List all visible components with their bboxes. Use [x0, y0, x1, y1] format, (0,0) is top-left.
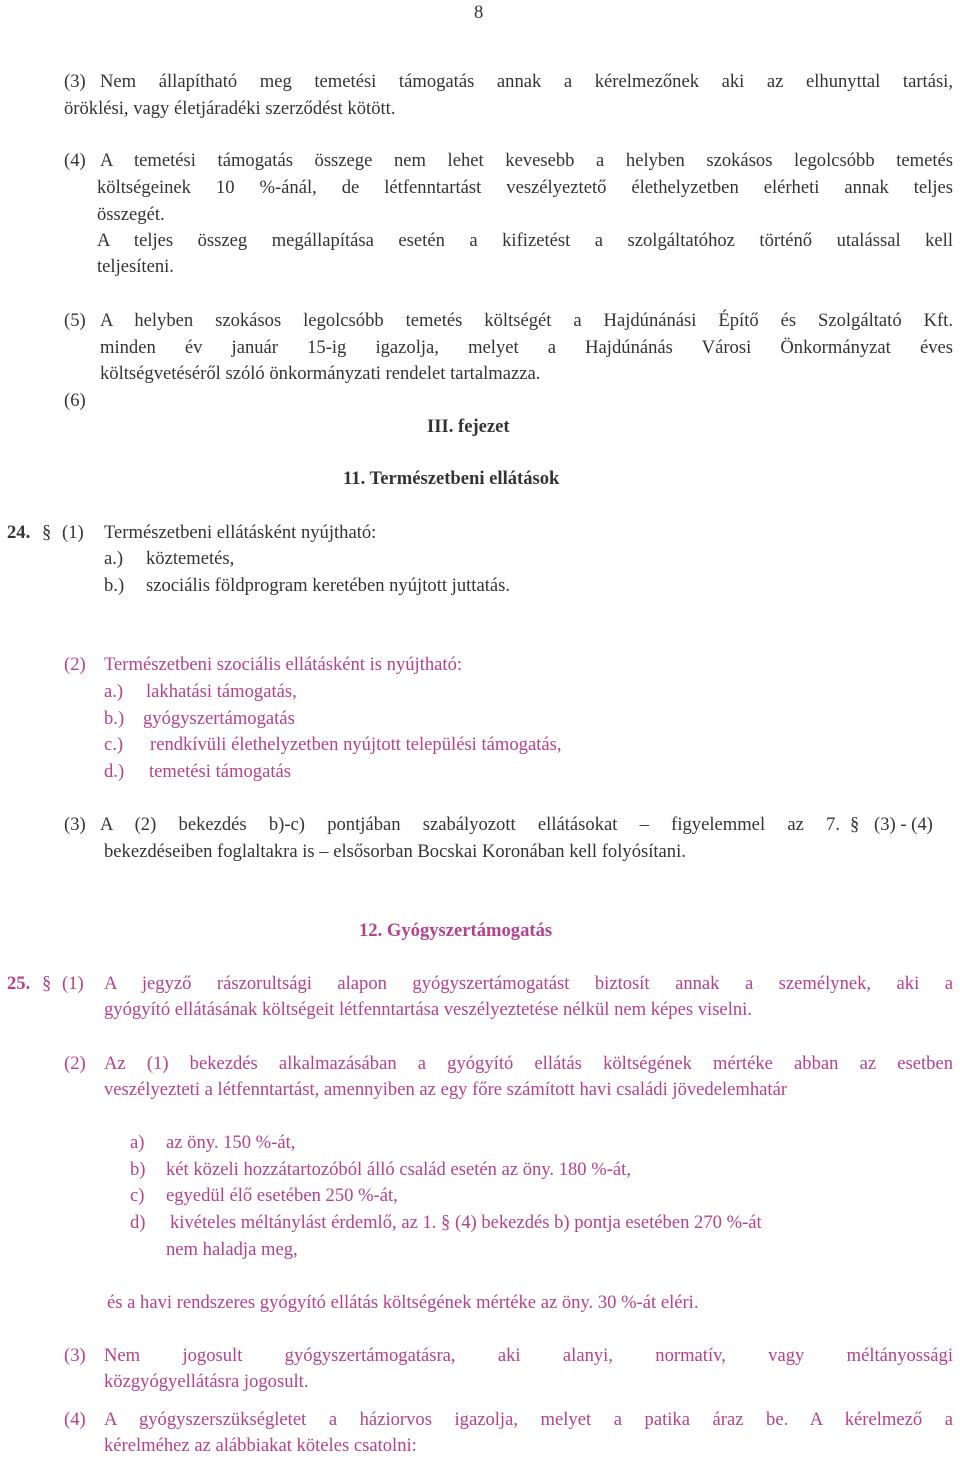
list-item: egyedül élő esetében 250 %-át,	[166, 1185, 398, 1206]
list-item-continuation: nem haladja meg,	[166, 1239, 298, 1260]
paragraph-line: teljesíteni.	[97, 256, 174, 277]
paragraph-number: (4)	[64, 1409, 86, 1430]
paragraph-line: összegét.	[97, 204, 165, 225]
paragraph-number: (1)	[62, 973, 84, 994]
section-heading: 11. Természetbeni ellátások	[343, 468, 560, 489]
paragraph-line: költségvetéséről szóló önkormányzati rendelet tartalmazza.	[100, 363, 541, 384]
paragraph-line: Az (1) bekezdés alkalmazásában a gyógyító ellátás költségének mértéke abban az esetben	[104, 1053, 953, 1074]
list-item: temetési támogatás	[149, 761, 291, 782]
list-marker: c.)	[104, 734, 124, 755]
section-sign: §	[42, 973, 52, 994]
paragraph-line: A teljes összeg megállapítása esetén a kifizetést a szolgáltatóhoz történő utalással kell	[97, 230, 953, 251]
list-marker: a)	[130, 1132, 145, 1153]
list-item: az öny. 150 %-át,	[166, 1132, 296, 1153]
list-marker: b.)	[104, 575, 125, 596]
page-number: 8	[474, 2, 484, 23]
article-label: 25.	[7, 973, 31, 994]
paragraph-line: bekezdéseiben foglaltakra is – elsősorban Bocskai Koronában kell folyósítani.	[104, 841, 686, 862]
list-marker: c)	[130, 1185, 145, 1206]
paragraph-line: Természetbeni szociális ellátásként is nyújtható:	[104, 654, 463, 675]
list-item: gyógyszertámogatás	[143, 708, 295, 729]
paragraph-line: költségeinek 10 %-ánál, de létfenntartást veszélyeztető élethelyzetben elérheti annak teljes	[97, 177, 953, 198]
article-label: 24.	[7, 522, 31, 543]
section-sign: §	[850, 814, 860, 835]
list-item: szociális földprogram keretében nyújtott juttatás.	[146, 575, 511, 596]
chapter-heading: III. fejezet	[427, 416, 510, 437]
list-marker: d)	[130, 1212, 146, 1233]
paragraph-line: gyógyító ellátásának költségeit létfenntartása veszélyeztetése nélkül nem képes viselni.	[104, 999, 752, 1020]
list-item: köztemetés,	[146, 548, 235, 569]
paragraph-line: Nem állapítható meg temetési támogatás annak a kérelmezőnek aki az elhunyttal tartási,	[100, 71, 953, 92]
list-item: két közeli hozzátartozóból álló család esetén az öny. 180 %-át,	[166, 1159, 631, 1180]
list-item: kivételes méltánylást érdemlő, az 1. § (4) bekezdés b) pontja esetében 270 %-át	[170, 1212, 762, 1233]
paragraph-number: (6)	[64, 390, 86, 411]
paragraph-line: A helyben szokásos legolcsóbb temetés költségét a Hajdúnánási Építő és Szolgáltató Kft.	[100, 310, 953, 331]
paragraph-number: (1)	[62, 522, 84, 543]
list-marker: a.)	[104, 548, 124, 569]
paragraph-line: A jegyző rászorultsági alapon gyógyszertámogatást biztosít annak a személynek, aki a	[104, 973, 953, 994]
paragraph-line: kérelméhez az alábbiakat köteles csatolni:	[104, 1435, 417, 1456]
list-item: lakhatási támogatás,	[146, 681, 297, 702]
section-sign: §	[42, 522, 52, 543]
paragraph-number: (3)	[64, 1345, 86, 1366]
paragraph-line: A temetési támogatás összege nem lehet kevesebb a helyben szokásos legolcsóbb temetés	[100, 150, 953, 171]
paragraph-number: (4)	[64, 150, 86, 171]
list-marker: d.)	[104, 761, 125, 782]
paragraph-line: A gyógyszerszükségletet a háziorvos igazolja, melyet a patika áraz be. A kérelmező a	[104, 1409, 953, 1430]
list-marker: b.)	[104, 708, 125, 729]
paragraph-line: veszélyezteti a létfenntartást, amennyiben az egy főre számított havi családi jövedelemhatár	[104, 1079, 788, 1100]
section-heading: 12. Gyógyszertámogatás	[359, 920, 553, 941]
paragraph-line: Nem jogosult gyógyszertámogatásra, aki alanyi, normatív, vagy méltányossági	[104, 1345, 953, 1366]
list-item: rendkívüli élethelyzetben nyújtott települési támogatás,	[150, 734, 562, 755]
paragraph-number: (3)	[64, 814, 86, 835]
paragraph-number: (3)	[64, 71, 86, 92]
paragraph-line: és a havi rendszeres gyógyító ellátás költségének mértéke az öny. 30 %-át eléri.	[107, 1292, 699, 1313]
paragraph-number: (5)	[64, 310, 86, 331]
paragraph-line: minden év január 15-ig igazolja, melyet a Hajdúnánás Városi Önkormányzat éves	[100, 337, 953, 358]
paragraph-line: öröklési, vagy életjáradéki szerződést kötött.	[64, 98, 396, 119]
paragraph-number: (2)	[64, 1053, 86, 1074]
paragraph-number: (2)	[64, 654, 86, 675]
paragraph-line: A (2) bekezdés b)-c) pontjában szabályozott ellátásokat – figyelemmel az 7.	[100, 814, 840, 835]
list-marker: a.)	[104, 681, 124, 702]
paragraph-line: Természetbeni ellátásként nyújtható:	[104, 522, 377, 543]
list-marker: b)	[130, 1159, 146, 1180]
paragraph-line: (3) - (4)	[874, 814, 933, 835]
paragraph-line: közgyógyellátásra jogosult.	[104, 1371, 309, 1392]
